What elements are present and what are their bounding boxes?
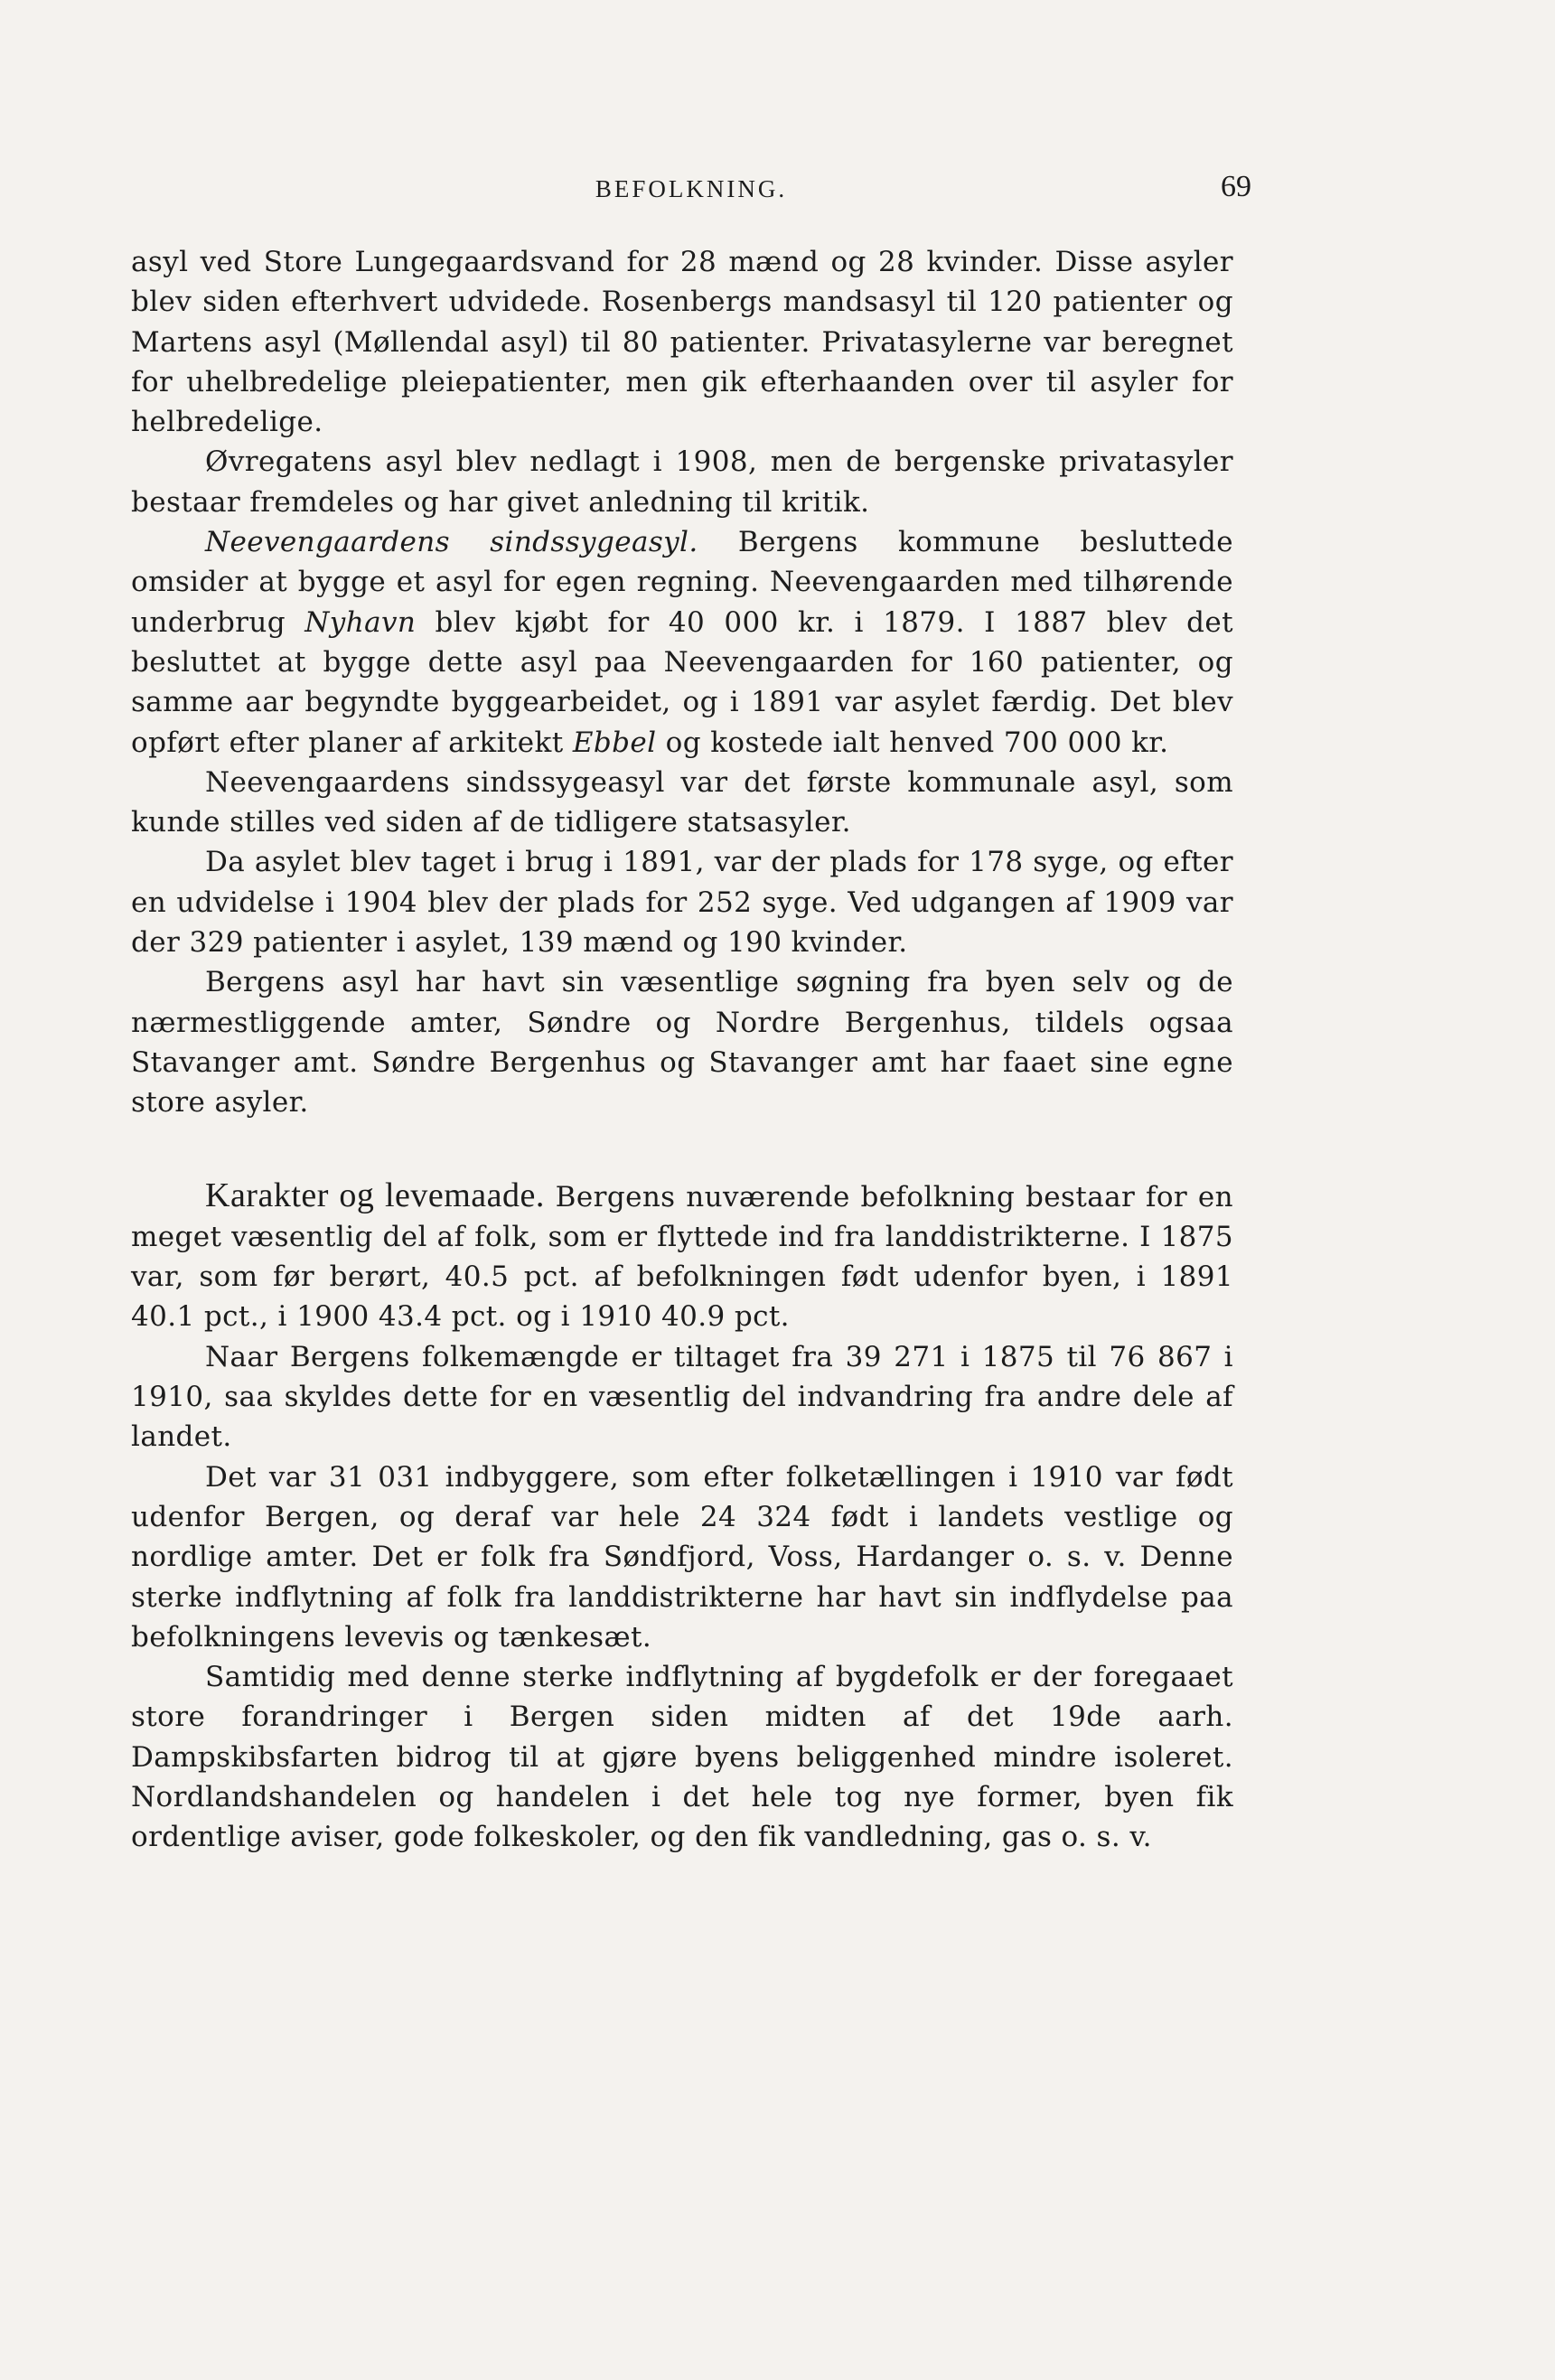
paragraph-text: Neevengaardens sindssygeasyl var det første kommunale asyl, som kunde stilles ved siden af de tidligere statsasyler. [131, 765, 1233, 839]
paragraph-8 [131, 1337, 1233, 1457]
emphasis-nyhavn: Nyhavn [304, 605, 417, 639]
paragraph-text: Bergens kommune besluttede omsider at bygge et asyl for egen regning. Neevengaarden med tilhørende underbrug [131, 526, 1233, 639]
section-heading: Karakter og levemaade. [205, 1176, 545, 1214]
paragraph-5 [131, 842, 1233, 962]
paragraph-text: blev kjøbt for 40 000 kr. i 1879. I 1887 blev det besluttet at bygge dette asyl paa Neevengaarden for 160 patienter, og samme aar begyndte byggearbeidet, og i 1891 var asylet færdig. Det blev opført efter planer af arkitekt [131, 605, 1233, 759]
paragraph-10 [131, 1657, 1233, 1857]
paragraph-text: Bergens nuværende befolkning bestaar for en meget væsentlig del af folk, som er flyttede ind fra landdistrikterne. I 1875 var, som før berørt, 40.5 pct. af befolkningen født udenfor byen, i 1891 40.1 pct., i 1900 43.4 pct. og i 1910 40.9 pct. [131, 1180, 1233, 1334]
running-title: BEFOLKNING. [595, 175, 788, 202]
paragraph-6 [131, 962, 1233, 1122]
subsection-title: Neevengaardens sindssygeasyl. [205, 526, 698, 559]
body-text [131, 242, 1233, 1858]
paragraph-3 [131, 522, 1233, 763]
paragraph-text: Bergens asyl har havt sin væsentlige søgning fra byen selv og de nærmestliggende amter, Søndre og Nordre Bergenhus, tildels ogsaa Stavanger amt. Søndre Bergenhus og Stavanger amt har faaet sine egne store asyler. [131, 966, 1233, 1120]
paragraph-text: Det var 31 031 indbyggere, som efter folketællingen i 1910 var født udenfor Bergen, og deraf var hele 24 324 født i landets vestlige og nordlige amter. Det er folk fra Søndfjord, Voss, Hardanger o. s. v. Denne sterke indflytning af folk fra landdistrikterne har havt sin indflydelse paa befolkningens levevis og tænkesæt. [131, 1460, 1233, 1654]
paragraph-7 [131, 1176, 1233, 1337]
paragraph-text: Øvregatens asyl blev nedlagt i 1908, men de bergenske privatasyler bestaar fremdeles og har givet anledning til kritik. [131, 445, 1233, 519]
paragraph-text: og kostede ialt henved 700 000 kr. [656, 726, 1169, 759]
paragraph-1 [131, 242, 1233, 442]
paragraph-text: Samtidig med denne sterke indflytning af bygdefolk er der foregaaet store forandringer i Bergen siden midten af det 19de aarh. Dampskibsfarten bidrog til at gjøre byens beliggenhed mindre isoleret. Nordlandshandelen og handelen i det hele tog nye former, byen fik ordentlige aviser, gode folkeskoler, og den fik vandledning, gas o. s. v. [131, 1661, 1233, 1854]
paragraph-2 [131, 442, 1233, 522]
paragraph-text: Da asylet blev taget i brug i 1891, var der plads for 178 syge, og efter en udvidelse i 1904 blev der plads for 252 syge. Ved udgangen af 1909 var der 329 patienter i asylet, 139 mænd og 190 kvinder. [131, 846, 1233, 960]
paragraph-9 [131, 1457, 1233, 1657]
paragraph-text: Naar Bergens folkemængde er tiltaget fra 39 271 i 1875 til 76 867 i 1910, saa skyldes dette for en væsentlig del indvandring fra andre dele af landet. [131, 1340, 1233, 1454]
page-number: 69 [1221, 170, 1251, 203]
page-header [131, 170, 1251, 215]
emphasis-architect: Ebbel [572, 726, 657, 759]
paragraph-text: asyl ved Store Lungegaardsvand for 28 mænd og 28 kvinder. Disse asyler blev siden efterhvert udvidede. Rosenbergs mandsasyl til 120 patienter og Martens asyl (Møllendal asyl) til 80 patienter. Privatasylerne var beregnet for uhelbredelige pleiepatienter, men gik efterhaanden over til asyler for helbredelige. [131, 246, 1233, 439]
paragraph-4 [131, 763, 1233, 843]
